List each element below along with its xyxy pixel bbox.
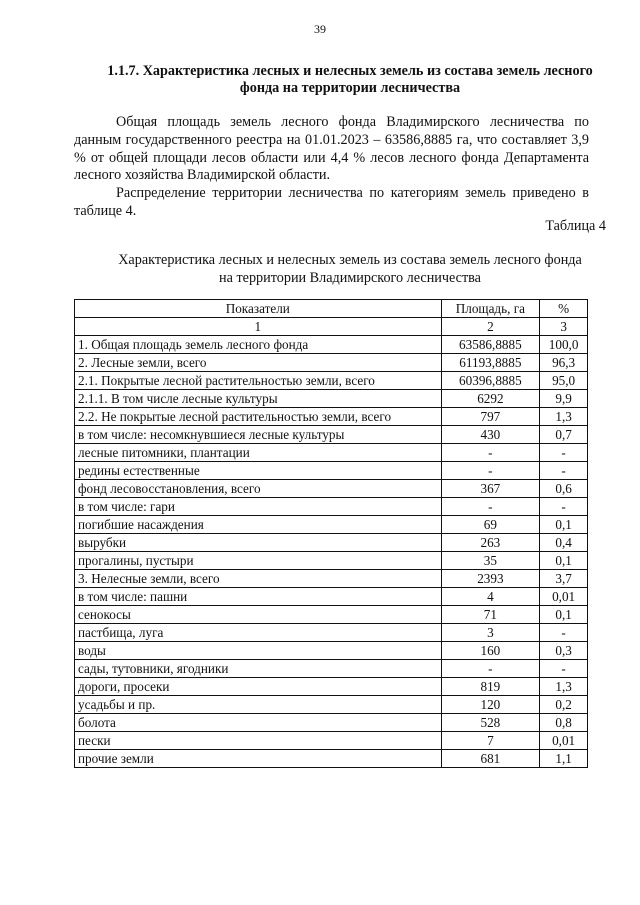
row-percent: - — [540, 624, 588, 642]
row-indicator: прогалины, пустыри — [75, 552, 442, 570]
section-heading-line: фонда на территории лесничества — [239, 80, 461, 96]
row-indicator: в том числе: пашни — [75, 588, 442, 606]
table-column-number-row — [75, 318, 588, 336]
column-number: 1 — [75, 318, 442, 336]
row-indicator: редины естественные — [75, 462, 442, 480]
section-heading — [70, 63, 630, 97]
table-row — [75, 390, 588, 408]
row-indicator: сенокосы — [75, 606, 442, 624]
row-area: 430 — [441, 426, 540, 444]
row-area: 367 — [441, 480, 540, 498]
row-percent: 1,1 — [540, 750, 588, 768]
table-row — [75, 336, 588, 354]
row-area: 7 — [441, 732, 540, 750]
row-area: 120 — [441, 696, 540, 714]
row-indicator: болота — [75, 714, 442, 732]
table-row — [75, 498, 588, 516]
table-caption — [70, 252, 630, 287]
row-area: 4 — [441, 588, 540, 606]
table-row — [75, 732, 588, 750]
row-indicator: воды — [75, 642, 442, 660]
table-row — [75, 588, 588, 606]
row-percent: 96,3 — [540, 354, 588, 372]
table-caption-line: Характеристика лесных и нелесных земель из состава земель лесного фонда — [118, 252, 582, 268]
table-row — [75, 372, 588, 390]
table-row — [75, 444, 588, 462]
row-area: 797 — [441, 408, 540, 426]
table-row — [75, 660, 588, 678]
row-percent: - — [540, 498, 588, 516]
row-indicator: прочие земли — [75, 750, 442, 768]
row-area: 2393 — [441, 570, 540, 588]
row-area: - — [441, 462, 540, 480]
row-indicator: лесные питомники, плантации — [75, 444, 442, 462]
row-percent: 3,7 — [540, 570, 588, 588]
row-area: 69 — [441, 516, 540, 534]
row-indicator: погибшие насаждения — [75, 516, 442, 534]
table-row — [75, 426, 588, 444]
table-caption-line: на территории Владимирского лесничества — [219, 269, 481, 286]
land-category-table — [74, 299, 588, 768]
row-indicator: 2.1. Покрытые лесной растительностью земли, всего — [75, 372, 442, 390]
table-row — [75, 624, 588, 642]
row-percent: 0,1 — [540, 552, 588, 570]
row-percent: 9,9 — [540, 390, 588, 408]
column-number: 2 — [441, 318, 540, 336]
table-row — [75, 696, 588, 714]
body-paragraph: Распределение территории лесничества по категориям земель приведено в таблице 4. — [74, 185, 589, 219]
row-percent: 1,3 — [540, 408, 588, 426]
row-percent: 0,3 — [540, 642, 588, 660]
row-percent: 0,7 — [540, 426, 588, 444]
row-percent: 0,2 — [540, 696, 588, 714]
row-area: 60396,8885 — [441, 372, 540, 390]
table-row — [75, 408, 588, 426]
row-percent: - — [540, 462, 588, 480]
column-header-percent: % — [540, 300, 588, 318]
row-area: 61193,8885 — [441, 354, 540, 372]
table-label: Таблица 4 — [545, 218, 606, 234]
table-row — [75, 570, 588, 588]
row-indicator: вырубки — [75, 534, 442, 552]
section-heading-line: 1.1.7. Характеристика лесных и нелесных земель из состава земель лесного — [107, 63, 593, 79]
row-area: - — [441, 498, 540, 516]
row-indicator: усадьбы и пр. — [75, 696, 442, 714]
row-area: 71 — [441, 606, 540, 624]
row-percent: - — [540, 444, 588, 462]
row-indicator: 2.1.1. В том числе лесные культуры — [75, 390, 442, 408]
row-indicator: сады, тутовники, ягодники — [75, 660, 442, 678]
row-area: 528 — [441, 714, 540, 732]
row-area: 263 — [441, 534, 540, 552]
row-indicator: дороги, просеки — [75, 678, 442, 696]
row-area: 819 — [441, 678, 540, 696]
page-number: 39 — [314, 22, 326, 36]
row-percent: 0,8 — [540, 714, 588, 732]
row-percent: 0,4 — [540, 534, 588, 552]
row-area: - — [441, 660, 540, 678]
row-indicator: пески — [75, 732, 442, 750]
row-indicator: пастбища, луга — [75, 624, 442, 642]
row-area: 6292 — [441, 390, 540, 408]
row-area: 63586,8885 — [441, 336, 540, 354]
row-indicator: 2.2. Не покрытые лесной растительностью земли, всего — [75, 408, 442, 426]
table-row — [75, 606, 588, 624]
row-area: - — [441, 444, 540, 462]
row-percent: 0,01 — [540, 732, 588, 750]
row-percent: 0,1 — [540, 516, 588, 534]
row-percent: 0,6 — [540, 480, 588, 498]
row-indicator: фонд лесовосстановления, всего — [75, 480, 442, 498]
row-indicator: 2. Лесные земли, всего — [75, 354, 442, 372]
row-percent: 95,0 — [540, 372, 588, 390]
row-percent: 1,3 — [540, 678, 588, 696]
row-percent: - — [540, 660, 588, 678]
row-indicator: в том числе: несомкнувшиеся лесные культуры — [75, 426, 442, 444]
row-percent: 0,1 — [540, 606, 588, 624]
row-percent: 0,01 — [540, 588, 588, 606]
row-area: 160 — [441, 642, 540, 660]
table-row — [75, 678, 588, 696]
table-row — [75, 642, 588, 660]
table-row — [75, 516, 588, 534]
row-area: 681 — [441, 750, 540, 768]
row-indicator: 1. Общая площадь земель лесного фонда — [75, 336, 442, 354]
row-area: 35 — [441, 552, 540, 570]
column-header-indicator: Показатели — [75, 300, 442, 318]
column-number: 3 — [540, 318, 588, 336]
table-header-row — [75, 300, 588, 318]
row-indicator: в том числе: гари — [75, 498, 442, 516]
table-row — [75, 462, 588, 480]
row-percent: 100,0 — [540, 336, 588, 354]
body-paragraph: Общая площадь земель лесного фонда Владимирского лесничества по данным государственного реестра на 01.01.2023 – 63586,8885 га, что составляет 3,9 % от общей площади лесов области или 4,4 % лесов лесного фонда Департамента лесного хозяйства Владимирской области. — [74, 114, 589, 184]
table-row — [75, 480, 588, 498]
table-body — [75, 336, 588, 768]
table-row — [75, 354, 588, 372]
table-row — [75, 750, 588, 768]
table-row — [75, 714, 588, 732]
row-indicator: 3. Нелесные земли, всего — [75, 570, 442, 588]
table-row — [75, 552, 588, 570]
row-area: 3 — [441, 624, 540, 642]
column-header-area: Площадь, га — [441, 300, 540, 318]
table-row — [75, 534, 588, 552]
